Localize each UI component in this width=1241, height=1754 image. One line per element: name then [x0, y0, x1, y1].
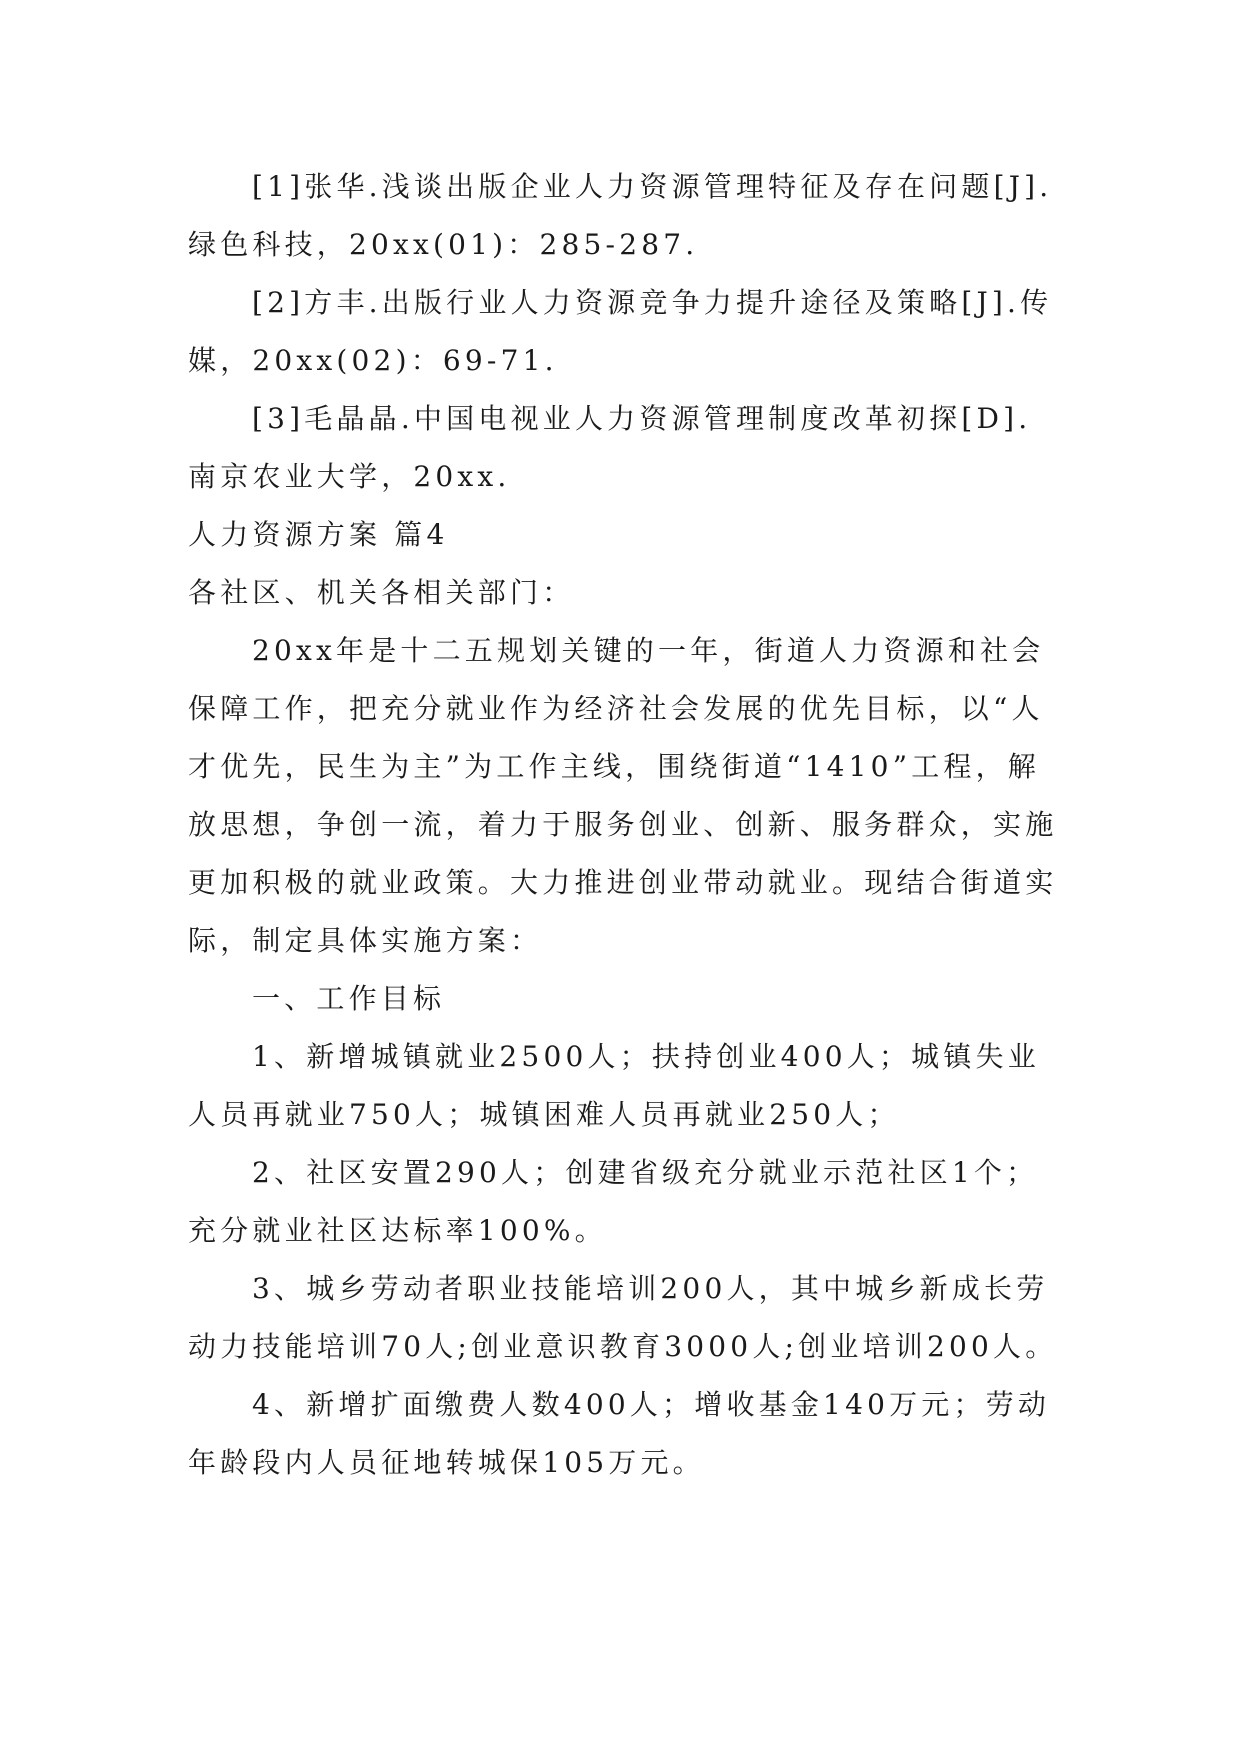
section-heading: 人力资源方案 篇4 [188, 518, 449, 551]
subheading-goals: 一、工作目标 [252, 982, 446, 1015]
reference-3: [3]毛晶晶.中国电视业人力资源管理制度改革初探[D].南京农业大学，20xx. [188, 402, 1032, 493]
reference-1: [1]张华.浅谈出版企业人力资源管理特征及存在问题[J].绿色科技，20xx(01)：285-287. [188, 170, 1053, 261]
goal-item-2: 2、社区安置290人；创建省级充分就业示范社区1个；充分就业社区达标率100%。 [188, 1156, 1039, 1247]
goal-item-4: 4、新增扩面缴费人数400人；增收基金140万元；劳动年龄段内人员征地转城保105万元。 [188, 1388, 1051, 1479]
salutation: 各社区、机关各相关部门： [188, 576, 575, 609]
goal-item-3: 3、城乡劳动者职业技能培训200人，其中城乡新成长劳动力技能培训70人;创业意识教育3000人;创业培训200人。 [188, 1272, 1058, 1363]
goal-item-1: 1、新增城镇就业2500人；扶持创业400人；城镇失业人员再就业750人；城镇困难人员再就业250人； [188, 1040, 1040, 1131]
document-page [188, 158, 1058, 1492]
intro-paragraph: 20xx年是十二五规划关键的一年，街道人力资源和社会保障工作，把充分就业作为经济社会发展的优先目标，以“人才优先，民生为主”为工作主线，围绕街道“1410”工程，解放思想，争创一流，着力于服务创业、创新、服务群众，实施更加积极的就业政策。大力推进创业带动就业。现结合街道实际，制定具体实施方案： [188, 634, 1058, 957]
reference-2: [2]方丰.出版行业人力资源竞争力提升途径及策略[J].传媒，20xx(02)：69-71. [188, 286, 1053, 377]
